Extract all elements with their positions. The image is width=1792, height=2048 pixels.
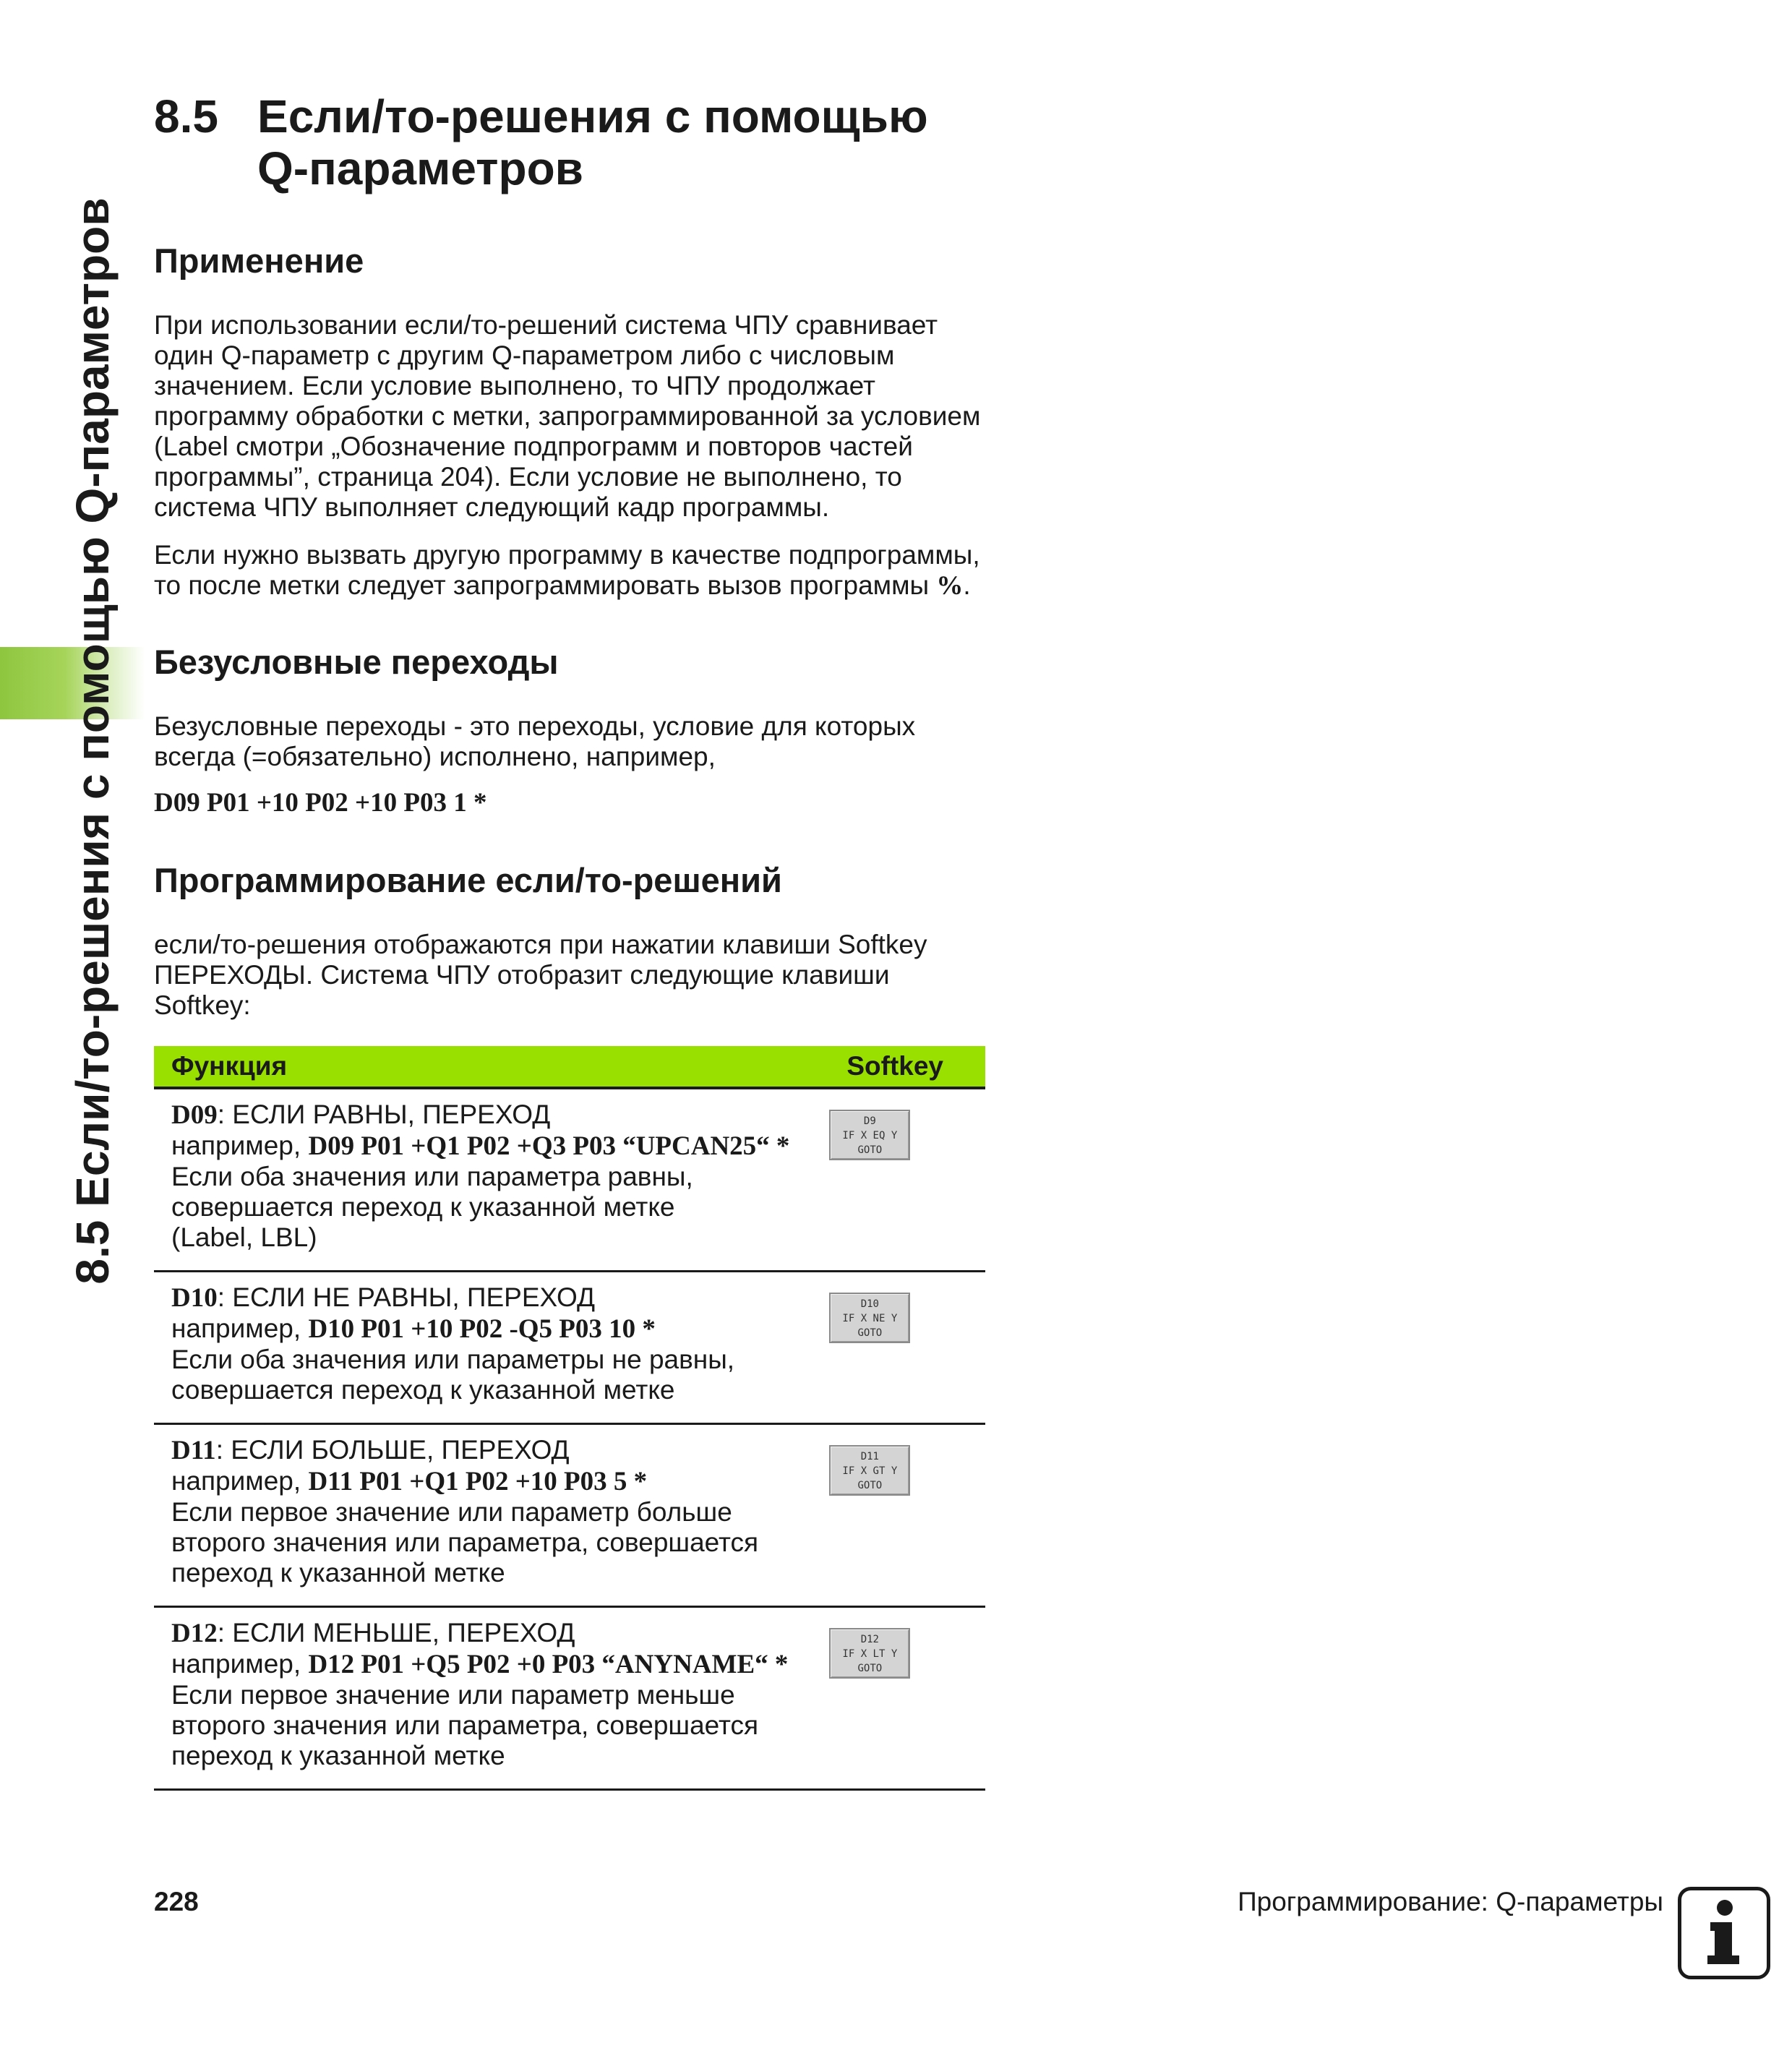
function-name: : ЕСЛИ НЕ РАВНЫ, ПЕРЕХОД bbox=[217, 1282, 595, 1312]
function-desc-line: переход к указанной метке bbox=[171, 1741, 505, 1770]
column-header-softkey: Softkey bbox=[829, 1046, 985, 1088]
function-cell bbox=[154, 1607, 829, 1790]
example-prefix: например, bbox=[171, 1466, 309, 1496]
heading-number: 8.5 bbox=[154, 90, 218, 142]
softkey-label-line: GOTO bbox=[857, 1480, 883, 1491]
function-desc-line: Если первое значение или параметр больше bbox=[171, 1497, 732, 1527]
function-code: D10 bbox=[171, 1283, 218, 1313]
softkey-label-line: IF X EQ Y bbox=[842, 1130, 898, 1141]
softkey-cell bbox=[829, 1272, 985, 1424]
example-prefix: например, bbox=[171, 1131, 309, 1160]
function-desc-line: второго значения или параметра, совершается bbox=[171, 1710, 759, 1740]
softkey-label-line: D10 bbox=[860, 1298, 879, 1310]
text-line: Безусловные переходы - это переходы, условие для которых bbox=[154, 711, 916, 741]
info-icon[interactable] bbox=[1678, 1887, 1770, 1979]
heading-title bbox=[257, 90, 980, 194]
table-header-row bbox=[154, 1046, 985, 1088]
softkey-label-line: D9 bbox=[863, 1115, 876, 1127]
text-line: если/то-решения отображаются при нажатии клавиши Softkey bbox=[154, 930, 927, 959]
footer-chapter-title: Программирование: Q-параметры bbox=[1238, 1887, 1663, 1916]
programming-paragraph bbox=[154, 930, 985, 1021]
function-code: D11 bbox=[171, 1436, 216, 1465]
softkey-label-line: GOTO bbox=[857, 1327, 883, 1339]
example-code: D10 P01 +10 P02 -Q5 P03 10 * bbox=[308, 1314, 656, 1344]
function-desc-line: совершается переход к указанной метке bbox=[171, 1192, 675, 1222]
example-prefix: например, bbox=[171, 1649, 309, 1679]
function-code: D12 bbox=[171, 1619, 218, 1648]
function-example bbox=[171, 1649, 829, 1680]
page-number: 228 bbox=[154, 1887, 199, 1916]
function-cell bbox=[154, 1424, 829, 1607]
text-span: то после метки следует запрограммировать вызов программы bbox=[154, 570, 937, 600]
function-title bbox=[171, 1435, 829, 1466]
text-line: ПЕРЕХОДЫ. Система ЧПУ отобразит следующие клавиши bbox=[154, 960, 890, 990]
heading-title-line: Если/то-решения с помощью bbox=[257, 90, 928, 142]
subprogram-paragraph bbox=[154, 540, 985, 601]
function-desc-line: Если оба значения или параметры не равны, bbox=[171, 1345, 735, 1374]
text-line: всегда (=обязательно) исполнено, например, bbox=[154, 742, 716, 771]
softkey-label-line: IF X LT Y bbox=[842, 1648, 898, 1660]
function-example bbox=[171, 1131, 829, 1162]
softkey-d12[interactable] bbox=[829, 1628, 910, 1679]
section-title-unconditional: Безусловные переходы bbox=[154, 643, 559, 681]
function-code: D09 bbox=[171, 1100, 218, 1130]
softkey-cell bbox=[829, 1607, 985, 1790]
softkey-label-line: GOTO bbox=[857, 1144, 883, 1156]
function-name: : ЕСЛИ БОЛЬШЕ, ПЕРЕХОД bbox=[215, 1435, 570, 1465]
example-code: D12 P01 +Q5 P02 +0 P03 “ANYNAME“ * bbox=[308, 1650, 789, 1679]
table-row bbox=[154, 1272, 985, 1424]
function-example bbox=[171, 1466, 829, 1497]
unconditional-code-example: D09 P01 +10 P02 +10 P03 1 * bbox=[154, 788, 487, 818]
text-span: . bbox=[963, 570, 971, 600]
function-desc-line: Если оба значения или параметра равны, bbox=[171, 1162, 693, 1191]
softkey-label-line: GOTO bbox=[857, 1663, 883, 1674]
table-row bbox=[154, 1088, 985, 1272]
function-name: : ЕСЛИ МЕНЬШЕ, ПЕРЕХОД bbox=[217, 1618, 575, 1648]
softkey-label-line: IF X NE Y bbox=[842, 1313, 898, 1324]
section-title-programming: Программирование если/то-решений bbox=[154, 861, 782, 899]
unconditional-paragraph bbox=[154, 711, 985, 772]
softkey-label-line: D11 bbox=[860, 1451, 879, 1462]
example-prefix: например, bbox=[171, 1314, 309, 1343]
text-line: значением. Если условие выполнено, то ЧПУ продолжает bbox=[154, 371, 875, 400]
text-line: Если нужно вызвать другую программу в качестве подпрограммы, bbox=[154, 540, 980, 570]
main-content bbox=[154, 90, 985, 1021]
function-title bbox=[171, 1282, 829, 1314]
softkey-cell bbox=[829, 1088, 985, 1272]
text-line: Softkey: bbox=[154, 990, 251, 1020]
text-line: программы”, страница 204). Если условие не выполнено, то bbox=[154, 462, 902, 492]
text-line bbox=[154, 570, 985, 601]
function-title bbox=[171, 1618, 829, 1649]
program-call-code: % bbox=[936, 571, 964, 601]
column-header-function: Функция bbox=[154, 1046, 829, 1088]
softkey-label-line: D12 bbox=[860, 1634, 879, 1645]
text-line: программу обработки с метки, запрограммированной за условием bbox=[154, 401, 981, 431]
function-title bbox=[171, 1100, 829, 1131]
section-title-application: Применение bbox=[154, 241, 364, 280]
function-cell bbox=[154, 1088, 829, 1272]
softkey-d09[interactable] bbox=[829, 1110, 910, 1160]
side-tab-title: 8.5 Если/то-решения с помощью Q-параметров bbox=[67, 197, 119, 1285]
text-line: При использовании если/то-решений система ЧПУ сравнивает bbox=[154, 310, 938, 340]
table-row bbox=[154, 1424, 985, 1607]
heading-title-line: Q-параметров bbox=[257, 142, 583, 194]
softkey-d11[interactable] bbox=[829, 1445, 910, 1496]
application-paragraph bbox=[154, 310, 985, 523]
function-desc-line: переход к указанной метке bbox=[171, 1558, 505, 1588]
function-name: : ЕСЛИ РАВНЫ, ПЕРЕХОД bbox=[217, 1100, 551, 1129]
function-desc-line: второго значения или параметра, совершается bbox=[171, 1528, 759, 1557]
softkey-label-line: IF X GT Y bbox=[842, 1465, 898, 1477]
function-desc-line: Если первое значение или параметр меньше bbox=[171, 1680, 735, 1710]
text-line: (Label смотри „Обозначение подпрограмм и повторов частей bbox=[154, 432, 913, 461]
example-code: D11 P01 +Q1 P02 +10 P03 5 * bbox=[308, 1467, 648, 1496]
function-example bbox=[171, 1314, 829, 1345]
function-table bbox=[154, 1046, 985, 1791]
page-heading bbox=[154, 90, 985, 194]
softkey-d10[interactable] bbox=[829, 1293, 910, 1343]
softkey-cell bbox=[829, 1424, 985, 1607]
text-line: система ЧПУ выполняет следующий кадр программы. bbox=[154, 492, 830, 522]
function-cell bbox=[154, 1272, 829, 1424]
table-row bbox=[154, 1607, 985, 1790]
info-glyph bbox=[1681, 1890, 1767, 1976]
function-desc-line: совершается переход к указанной метке bbox=[171, 1375, 675, 1405]
example-code: D09 P01 +Q1 P02 +Q3 P03 “UPCAN25“ * bbox=[308, 1131, 790, 1161]
text-line: один Q-параметр с другим Q-параметром либо с числовым bbox=[154, 340, 895, 370]
function-desc-line: (Label, LBL) bbox=[171, 1222, 317, 1252]
